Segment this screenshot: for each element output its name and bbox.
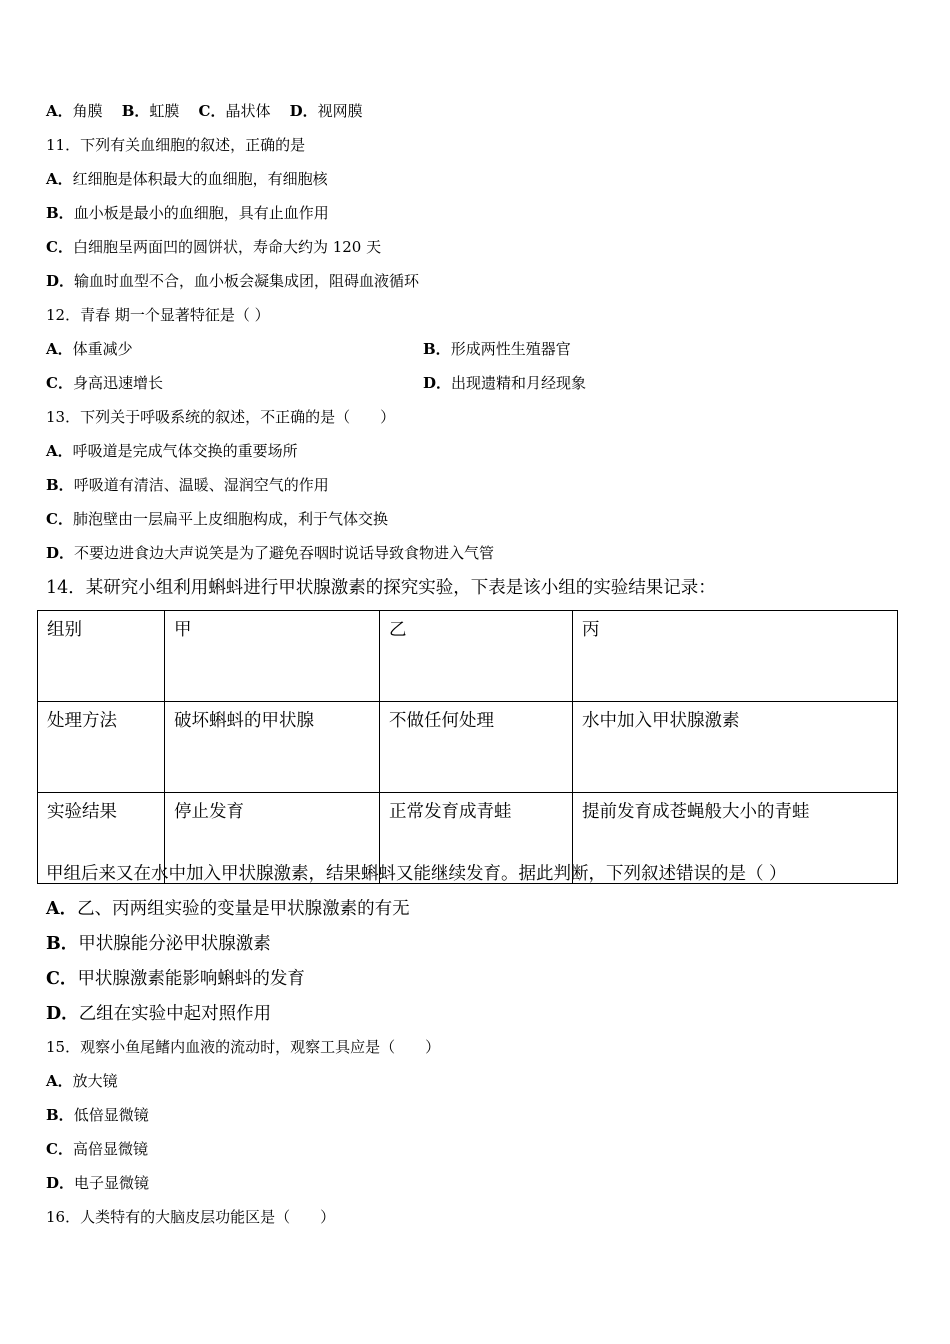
table-cell: 水中加入甲状腺激素 bbox=[573, 702, 898, 793]
q14-followup: 甲组后来又在水中加入甲状腺激素，结果蝌蚪又能继续发育。据此判断，下列叙述错误的是（ ） bbox=[46, 864, 787, 884]
q15-option-c: C．高倍显微镜 bbox=[46, 1140, 148, 1158]
q14-option-b: B．甲状腺能分泌甲状腺激素 bbox=[46, 934, 271, 954]
q11-stem: 11．下列有关血细胞的叙述，正确的是 bbox=[46, 136, 306, 154]
q12-option-b: B．形成两性生殖器官 bbox=[423, 340, 571, 358]
table-row bbox=[38, 611, 898, 702]
table-cell: 甲 bbox=[165, 611, 380, 702]
table-cell: 提前发育成苍蝇般大小的青蛙 bbox=[573, 793, 898, 884]
table-cell: 正常发育成青蛙 bbox=[380, 793, 573, 884]
q10-options: A．角膜 B．虹膜 C．晶状体 D．视网膜 bbox=[46, 102, 363, 120]
table-cell: 组别 bbox=[38, 611, 165, 702]
q13-option-d: D．不要边进食边大声说笑是为了避免吞咽时说话导致食物进入气管 bbox=[46, 544, 495, 562]
experiment-table bbox=[37, 610, 898, 884]
q13-option-a: A．呼吸道是完成气体交换的重要场所 bbox=[46, 442, 298, 460]
q15-option-a: A．放大镜 bbox=[46, 1072, 118, 1090]
q12-options-ab: A．体重减少 B．形成两性生殖器官 bbox=[46, 340, 571, 358]
q11-option-d: D．输血时血型不合，血小板会凝集成团，阻碍血液循环 bbox=[46, 272, 420, 290]
q15-stem: 15．观察小鱼尾鳍内血液的流动时，观察工具应是（ ） bbox=[46, 1038, 441, 1056]
q15-option-d: D．电子显微镜 bbox=[46, 1174, 150, 1192]
q13-stem: 13．下列关于呼吸系统的叙述，不正确的是（ ） bbox=[46, 408, 396, 426]
q15-option-b: B．低倍显微镜 bbox=[46, 1106, 149, 1124]
table-cell: 乙 bbox=[380, 611, 573, 702]
q11-option-c: C．白细胞呈两面凹的圆饼状，寿命大约为 120 天 bbox=[46, 238, 382, 256]
q16-stem: 16．人类特有的大脑皮层功能区是（ ） bbox=[46, 1208, 336, 1226]
table-cell: 丙 bbox=[573, 611, 898, 702]
q12-stem: 12．青春 期一个显著特征是（ ） bbox=[46, 306, 270, 324]
q11-option-b: B．血小板是最小的血细胞，具有止血作用 bbox=[46, 204, 329, 222]
q14-option-d: D．乙组在实验中起对照作用 bbox=[46, 1004, 272, 1024]
q14-stem: 14．某研究小组利用蝌蚪进行甲状腺激素的探究实验，下表是该小组的实验结果记录： bbox=[46, 578, 716, 598]
table-cell: 处理方法 bbox=[38, 702, 165, 793]
q12-option-d: D．出现遗精和月经现象 bbox=[423, 374, 587, 392]
table-cell: 实验结果 bbox=[38, 793, 165, 884]
q14-option-a: A．乙、丙两组实验的变量是甲状腺激素的有无 bbox=[46, 899, 410, 919]
table-cell: 停止发育 bbox=[165, 793, 380, 884]
q13-option-b: B．呼吸道有清洁、温暖、湿润空气的作用 bbox=[46, 476, 329, 494]
q13-option-c: C．肺泡壁由一层扁平上皮细胞构成，利于气体交换 bbox=[46, 510, 388, 528]
table-row bbox=[38, 702, 898, 793]
q14-option-c: C．甲状腺激素能影响蝌蚪的发育 bbox=[46, 969, 305, 989]
q12-options-cd: C．身高迅速增长 D．出现遗精和月经现象 bbox=[46, 374, 587, 392]
table-cell: 破坏蝌蚪的甲状腺 bbox=[165, 702, 380, 793]
table-cell: 不做任何处理 bbox=[380, 702, 573, 793]
q11-option-a: A．红细胞是体积最大的血细胞，有细胞核 bbox=[46, 170, 328, 188]
